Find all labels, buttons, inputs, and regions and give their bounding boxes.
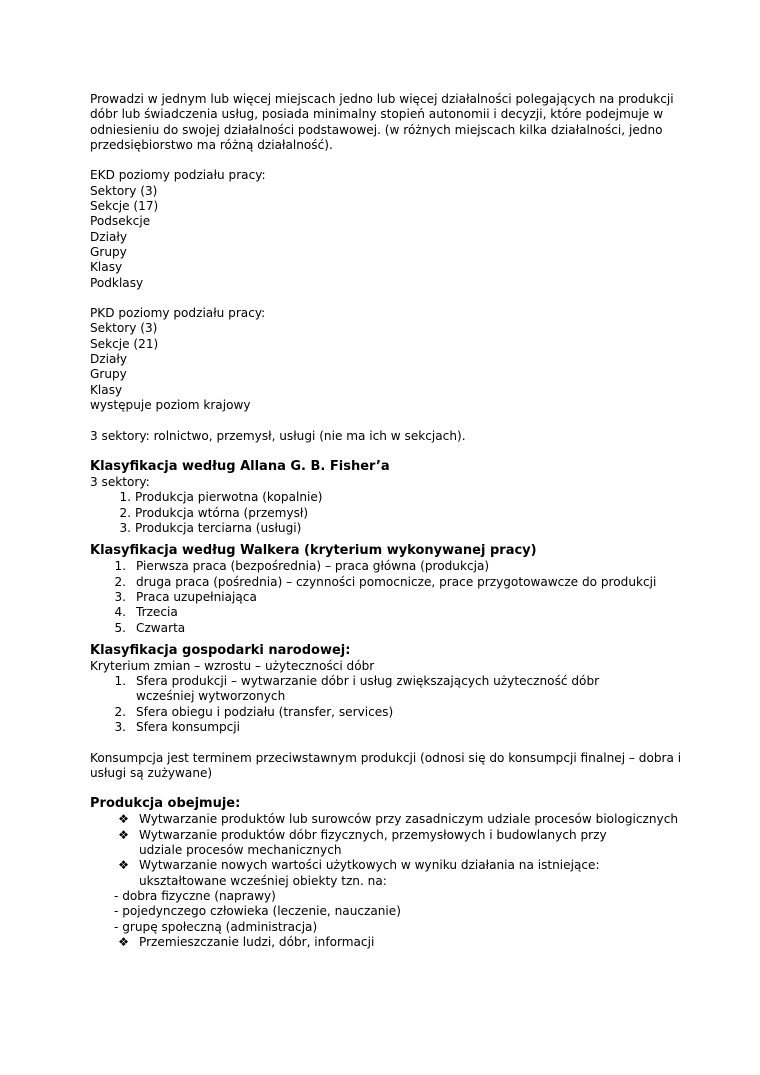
list-item: 5. Czwarta: [114, 620, 186, 635]
ekd-item: Podsekcje: [90, 214, 151, 229]
diamond-bullet-icon: ❖: [118, 858, 129, 873]
pkd-title: PKD poziomy podziału pracy:: [90, 306, 266, 321]
diamond-bullet-icon: ❖: [118, 934, 129, 949]
intro-paragraph: Prowadzi w jednym lub więcej miejscach jedno lub więcej działalności polegających na produkcji dóbr lub świadczenia usług, posiada minimalny stopień autonomii i decyzji, które podejmuje w odniesieniu do swojej działalności podstawowej. (w różnych miejscach kilka działalności, jedno przedsiębiorstwo ma różną działalność).: [90, 92, 674, 152]
ekd-item: Sektory (3): [90, 183, 158, 198]
list-item: 1. Sfera produkcji – wytwarzanie dóbr i usług zwiększających użyteczność dóbr wcześniej wytworzonych: [114, 674, 600, 704]
list-item: 1. Produkcja pierwotna (kopalnie): [119, 490, 323, 505]
produkcja-list: [90, 812, 690, 888]
list-item: ❖ Wytwarzanie produktów lub surowców przy zasadniczym udziale procesów biologicznych: [114, 812, 690, 827]
dash-list: [90, 889, 690, 935]
list-item: 3. Produkcja terciarna (usługi): [119, 521, 302, 536]
konsumpcja-paragraph: Konsumpcja jest terminem przeciwstawnym produkcji (odnosi się do konsumpcji finalnej – dobra i usługi są zużywane): [90, 750, 682, 780]
ekd-item: Sekcje (17): [90, 199, 159, 214]
ekd-title: EKD poziomy podziału pracy:: [90, 168, 266, 183]
list-item: 3. Sfera konsumpcji: [114, 719, 241, 734]
ekd-item: Podklasy: [90, 275, 144, 290]
list-item: 2. Produkcja wtórna (przemysł): [119, 505, 309, 520]
ekd-item: Grupy: [90, 244, 127, 259]
list-item: 3. Praca uzupełniająca: [114, 589, 257, 604]
diamond-bullet-icon: ❖: [118, 827, 129, 842]
produkcja-heading: Produkcja obejmuje:: [90, 796, 241, 812]
diamond-bullet-icon: ❖: [118, 812, 129, 827]
list-item: 4. Trzecia: [114, 605, 178, 620]
list-item: 2. druga praca (pośrednia) – czynności pomocnicze, prace przygotowawcze do produkcji: [114, 574, 657, 589]
gospodarka-sub: Kryterium zmian – wzrostu – użyteczności dóbr: [90, 658, 375, 673]
list-item: ❖ Wytwarzanie nowych wartości użytkowych w wyniku działania na istniejące: ukształtowane wcześniej obiekty tzn. na:: [114, 858, 690, 889]
walker-heading: Klasyfikacja według Walkera (kryterium wykonywanej pracy): [90, 543, 537, 559]
pkd-item: Grupy: [90, 367, 127, 382]
pkd-item: Sekcje (21): [90, 336, 159, 351]
pkd-item: występuje poziom krajowy: [90, 397, 251, 412]
ekd-item: Działy: [90, 229, 128, 244]
pkd-item: Sektory (3): [90, 321, 158, 336]
fisher-list: [90, 490, 690, 536]
list-item: ❖ Wytwarzanie produktów dóbr fizycznych, przemysłowych i budowlanych przy udziale procesów mechanicznych: [114, 828, 690, 859]
list-item: 1. Pierwsza praca (bezpośrednia) – praca główna (produkcja): [114, 559, 490, 574]
list-item: 2. Sfera obiegu i podziału (transfer, services): [114, 704, 394, 719]
gospodarka-heading: Klasyfikacja gospodarki narodowej:: [90, 642, 351, 658]
pkd-item: Klasy: [90, 382, 123, 397]
walker-list: [90, 559, 690, 635]
list-item: ❖ Przemieszczanie ludzi, dóbr, informacji: [114, 935, 690, 950]
dash-item: - dobra fizyczne (naprawy): [114, 888, 276, 903]
fisher-heading: Klasyfikacja według Allana G. B. Fisher’a: [90, 459, 390, 475]
sectors-line: 3 sektory: rolnictwo, przemysł, usługi (nie ma ich w sekcjach).: [90, 428, 466, 443]
fisher-sub: 3 sektory:: [90, 475, 150, 490]
dash-item: - grupę społeczną (administracja): [114, 919, 318, 934]
ekd-item: Klasy: [90, 260, 123, 275]
document-page: [90, 92, 690, 950]
dash-item: - pojedynczego człowieka (leczenie, nauczanie): [114, 904, 401, 919]
gospodarka-list: [90, 674, 690, 735]
pkd-item: Działy: [90, 352, 128, 367]
